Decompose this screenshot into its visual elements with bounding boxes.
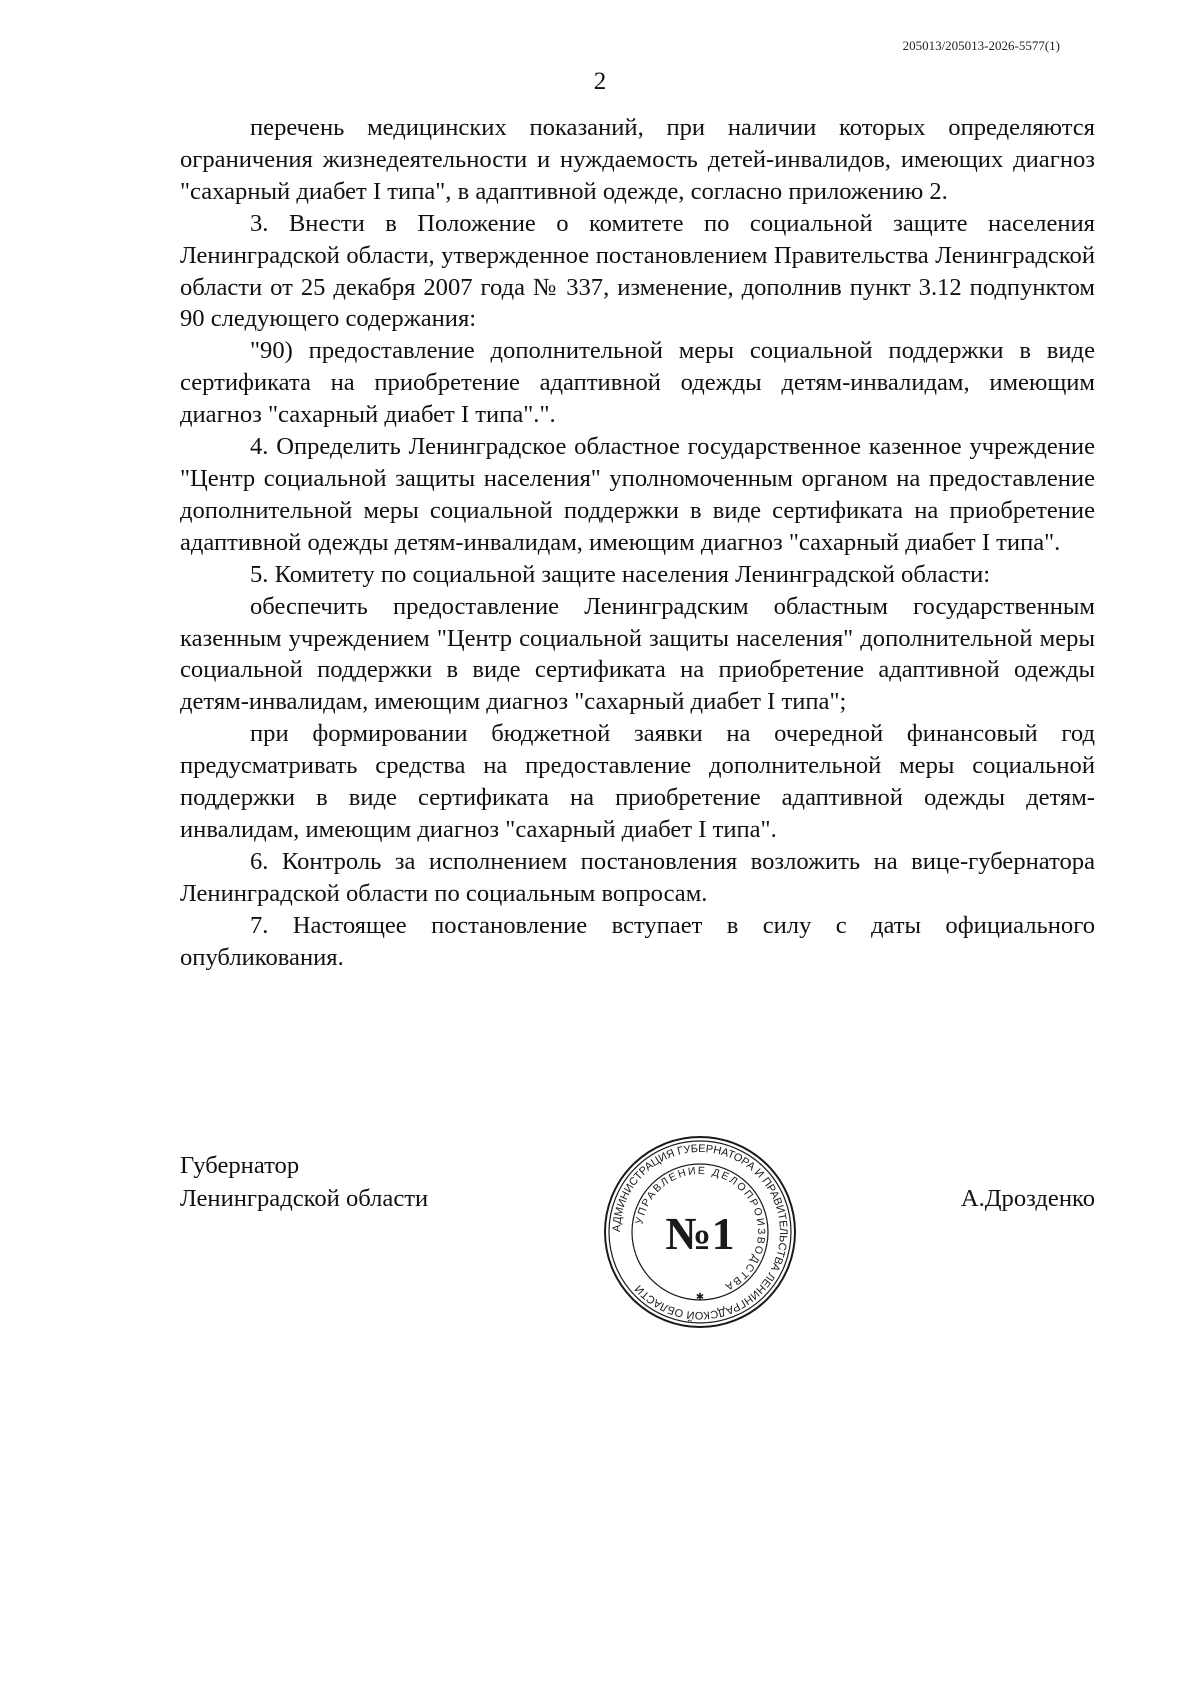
paragraph-item-3-quote: "90) предоставление дополнительной меры социальной поддержки в виде сертификата на приобретение адаптивной одежды детям-инвалидам, имеющим диагноз "сахарный диабет I типа".".	[180, 337, 1095, 429]
seal-graphic	[600, 1132, 800, 1332]
paragraph-item-6: 6. Контроль за исполнением постановления возложить на вице-губернатора Ленинградской области по социальным вопросам.	[180, 847, 1095, 907]
seal-center-number: №1	[665, 1208, 735, 1259]
seal-inner-text: УПРАВЛЕНИЕ ДЕЛОПРОИЗВОДСТВА	[633, 1164, 768, 1294]
seal-star-icon: ✱	[695, 1292, 705, 1303]
paragraph-continuation: перечень медицинских показаний, при наличии которых определяются ограничения жизнедеятельности и нуждаемость детей-инвалидов, имеющих диагноз "сахарный диабет I типа", в адаптивной одежде, согласно приложению 2.	[180, 114, 1095, 205]
official-seal-stamp	[600, 1132, 800, 1332]
paragraph-item-4: 4. Определить Ленинградское областное государственное казенное учреждение "Центр социальной защиты населения" уполномоченным органом на предоставление дополнительной меры социальной поддержки в виде сертификата на приобретение адаптивной одежды детям-инвалидам, имеющим диагноз "сахарный диабет I типа".	[180, 433, 1095, 556]
paragraph-item-5: 5. Комитету по социальной защите населения Ленинградской области:	[250, 560, 991, 588]
paragraph-item-5-sub-2: при формировании бюджетной заявки на очередной финансовый год предусматривать средства на предоставление дополнительной меры социальной поддержки в виде сертификата на приобретение адаптивной одежды детям-инвалидам, имеющим диагноз "сахарный диабет I типа".	[180, 720, 1095, 843]
page-number: 2	[593, 68, 607, 95]
signatory-title	[180, 1149, 428, 1215]
paragraph-item-7: 7. Настоящее постановление вступает в силу с даты официального опубликования.	[180, 911, 1095, 971]
paragraph-item-3: 3. Внести в Положение о комитете по социальной защите населения Ленинградской области, утвержденное постановлением Правительства Ленинградской области от 25 декабря 2007 года № 337, изменение, дополнив пункт 3.12 подпунктом 90 следующего содержания:	[180, 209, 1095, 333]
seal-outer-text: АДМИНИСТРАЦИЯ ГУБЕРНАТОРА И ПРАВИТЕЛЬСТВА ЛЕНИНГРАДСКОЙ ОБЛАСТИ	[610, 1142, 790, 1322]
signatory-name: А.Дрозденко	[960, 1185, 1095, 1212]
signatory-title-line2: Ленинградской области	[180, 1185, 429, 1212]
paragraph-item-5-sub-1: обеспечить предоставление Ленинградским областным государственным казенным учреждением "Центр социальной защиты населения" дополнительной меры социальной поддержки в виде сертификата на приобретение адаптивной одежды детям-инвалидам, имеющим диагноз "сахарный диабет I типа";	[180, 592, 1095, 716]
document-id-number: 205013/205013-2026-5577(1)	[902, 38, 1060, 53]
document-body	[180, 112, 1095, 973]
signatory-title-line1: Губернатор	[180, 1152, 300, 1179]
